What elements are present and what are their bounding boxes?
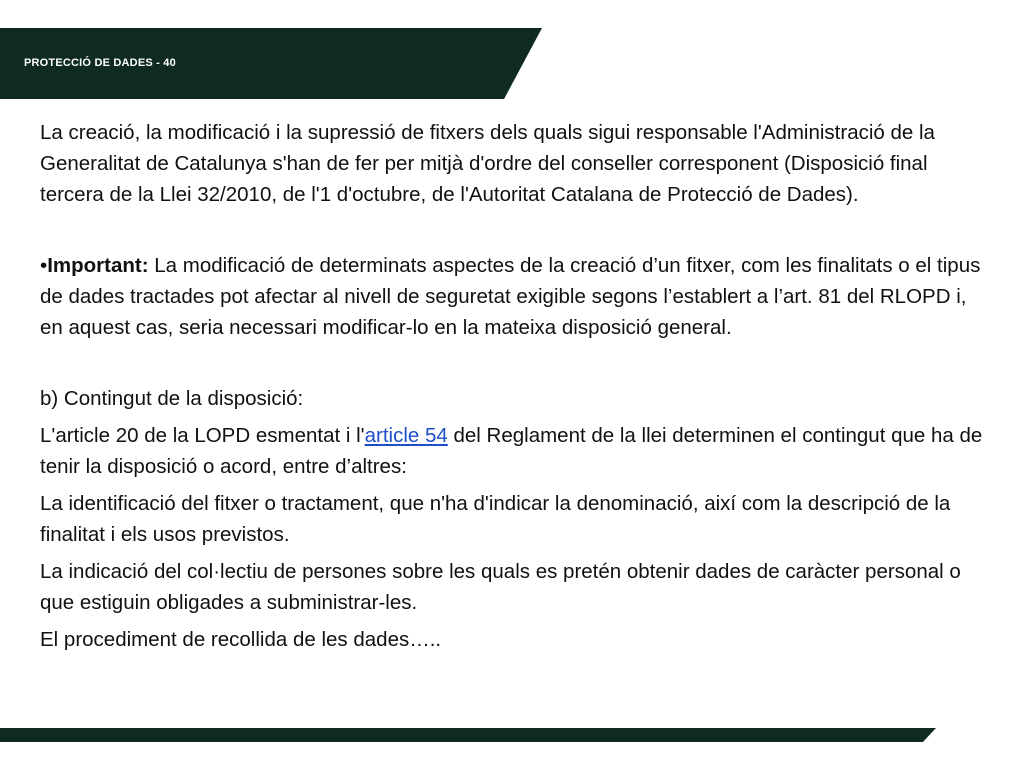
spacer — [40, 343, 990, 383]
paragraph-creation: La creació, la modificació i la supressió de fitxers dels quals sigui responsable l'Administració de la Generalitat de Catalunya s'han de fer per mitjà d'ordre del conseller corresponent (Disposició final tercera de la Llei 32/2010, de l'1 d'octubre, de l'Autoritat Catalana de Protecció de Dades). — [40, 121, 935, 206]
article-text-after: del Reglament de la llei determinen el contingut que ha de tenir la disposició o acord, entre d’altres: — [40, 424, 983, 478]
spacer — [40, 210, 990, 250]
bullet: • — [40, 254, 48, 277]
important-label: Important: — [47, 254, 149, 277]
paragraph-article-20 — [40, 420, 990, 482]
footer-band — [0, 728, 936, 742]
paragraph-subheading: b) Contingut de la disposició: — [40, 387, 304, 410]
slide-title: PROTECCIÓ DE DADES - 40 — [24, 57, 176, 69]
paragraph-collective: La indicació del col·lectiu de persones sobre les quals es pretén obtenir dades de caràcter personal o que estiguin obligades a subministrar-les. — [40, 560, 961, 614]
slide-content — [40, 117, 990, 655]
important-text: La modificació de determinats aspectes de la creació d’un fitxer, com les finalitats o el tipus de dades tractades pot afectar al nivell de seguretat exigible segons l’establert a l’art. 81 del RLOPD i, en aquest cas, seria necessari modificar-lo en la mateixa disposició general. — [40, 254, 981, 339]
paragraph-procedure: El procediment de recollida de les dades….. — [40, 628, 442, 651]
article-54-link[interactable]: article 54 — [364, 424, 448, 447]
paragraph-important — [40, 250, 990, 343]
paragraph-identification: La identificació del fitxer o tractament, que n'ha d'indicar la denominació, així com la descripció de la finalitat i els usos previstos. — [40, 492, 951, 546]
article-text-before: L'article 20 de la LOPD esmentat i l' — [40, 424, 365, 447]
